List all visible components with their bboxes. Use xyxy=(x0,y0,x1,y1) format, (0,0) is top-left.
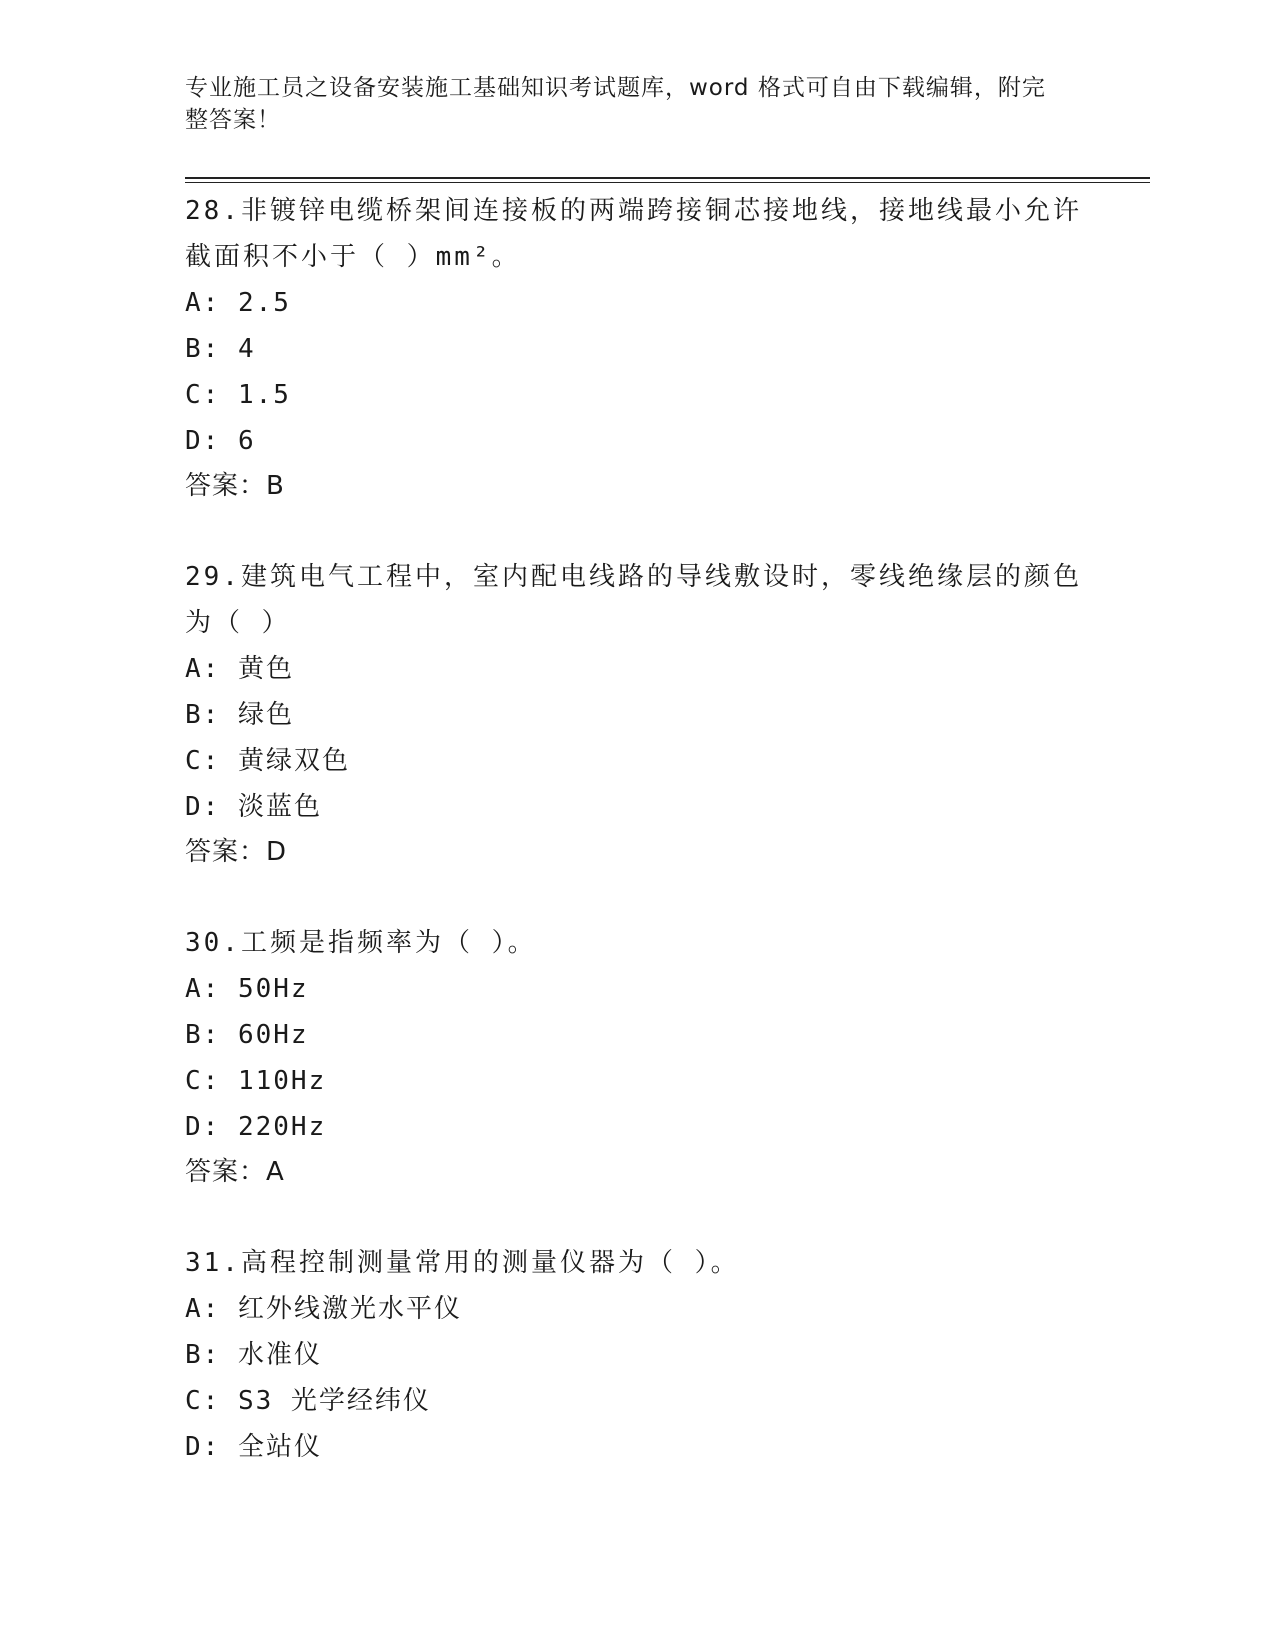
option-c: C: 黄绿双色 xyxy=(185,746,350,776)
question-30 xyxy=(185,920,1085,1194)
option-a: A: 2.5 xyxy=(185,288,291,318)
question-text: 28.非镀锌电缆桥架间连接板的两端跨接铜芯接地线，接地线最小允许截面积不小于（ ）mm²。 xyxy=(185,196,1082,272)
option-a: A: 黄色 xyxy=(185,654,294,684)
option-d: D: 6 xyxy=(185,426,256,456)
question-28 xyxy=(185,188,1085,508)
question-text: 30.工频是指频率为（ ）。 xyxy=(185,928,537,958)
option-a: A: 50Hz xyxy=(185,974,309,1004)
option-c: C: 1.5 xyxy=(185,380,291,410)
option-c: C: S3 光学经纬仪 xyxy=(185,1386,431,1416)
option-d: D: 220Hz xyxy=(185,1112,327,1142)
answer-line: 答案：D xyxy=(185,837,288,867)
option-d: D: 全站仪 xyxy=(185,1432,322,1462)
option-b: B: 60Hz xyxy=(185,1020,309,1050)
option-b: B: 4 xyxy=(185,334,256,364)
option-d: D: 淡蓝色 xyxy=(185,792,322,822)
option-a: A: 红外线激光水平仪 xyxy=(185,1294,462,1324)
answer-line: 答案：B xyxy=(185,471,285,501)
question-29 xyxy=(185,554,1085,874)
document-header: 专业施工员之设备安装施工基础知识考试题库，word 格式可自由下载编辑，附完整答案！ xyxy=(185,75,1046,133)
header-rule-thick xyxy=(185,177,1150,179)
answer-line: 答案：A xyxy=(185,1157,285,1187)
question-31 xyxy=(185,1240,1085,1470)
question-text: 31.高程控制测量常用的测量仪器为（ ）。 xyxy=(185,1248,740,1278)
option-b: B: 水准仪 xyxy=(185,1340,322,1370)
header-rule-thin xyxy=(185,182,1150,183)
option-c: C: 110Hz xyxy=(185,1066,327,1096)
question-text: 29.建筑电气工程中，室内配电线路的导线敷设时，零线绝缘层的颜色为（ ） xyxy=(185,562,1082,638)
option-b: B: 绿色 xyxy=(185,700,294,730)
question-list xyxy=(185,188,1085,1516)
